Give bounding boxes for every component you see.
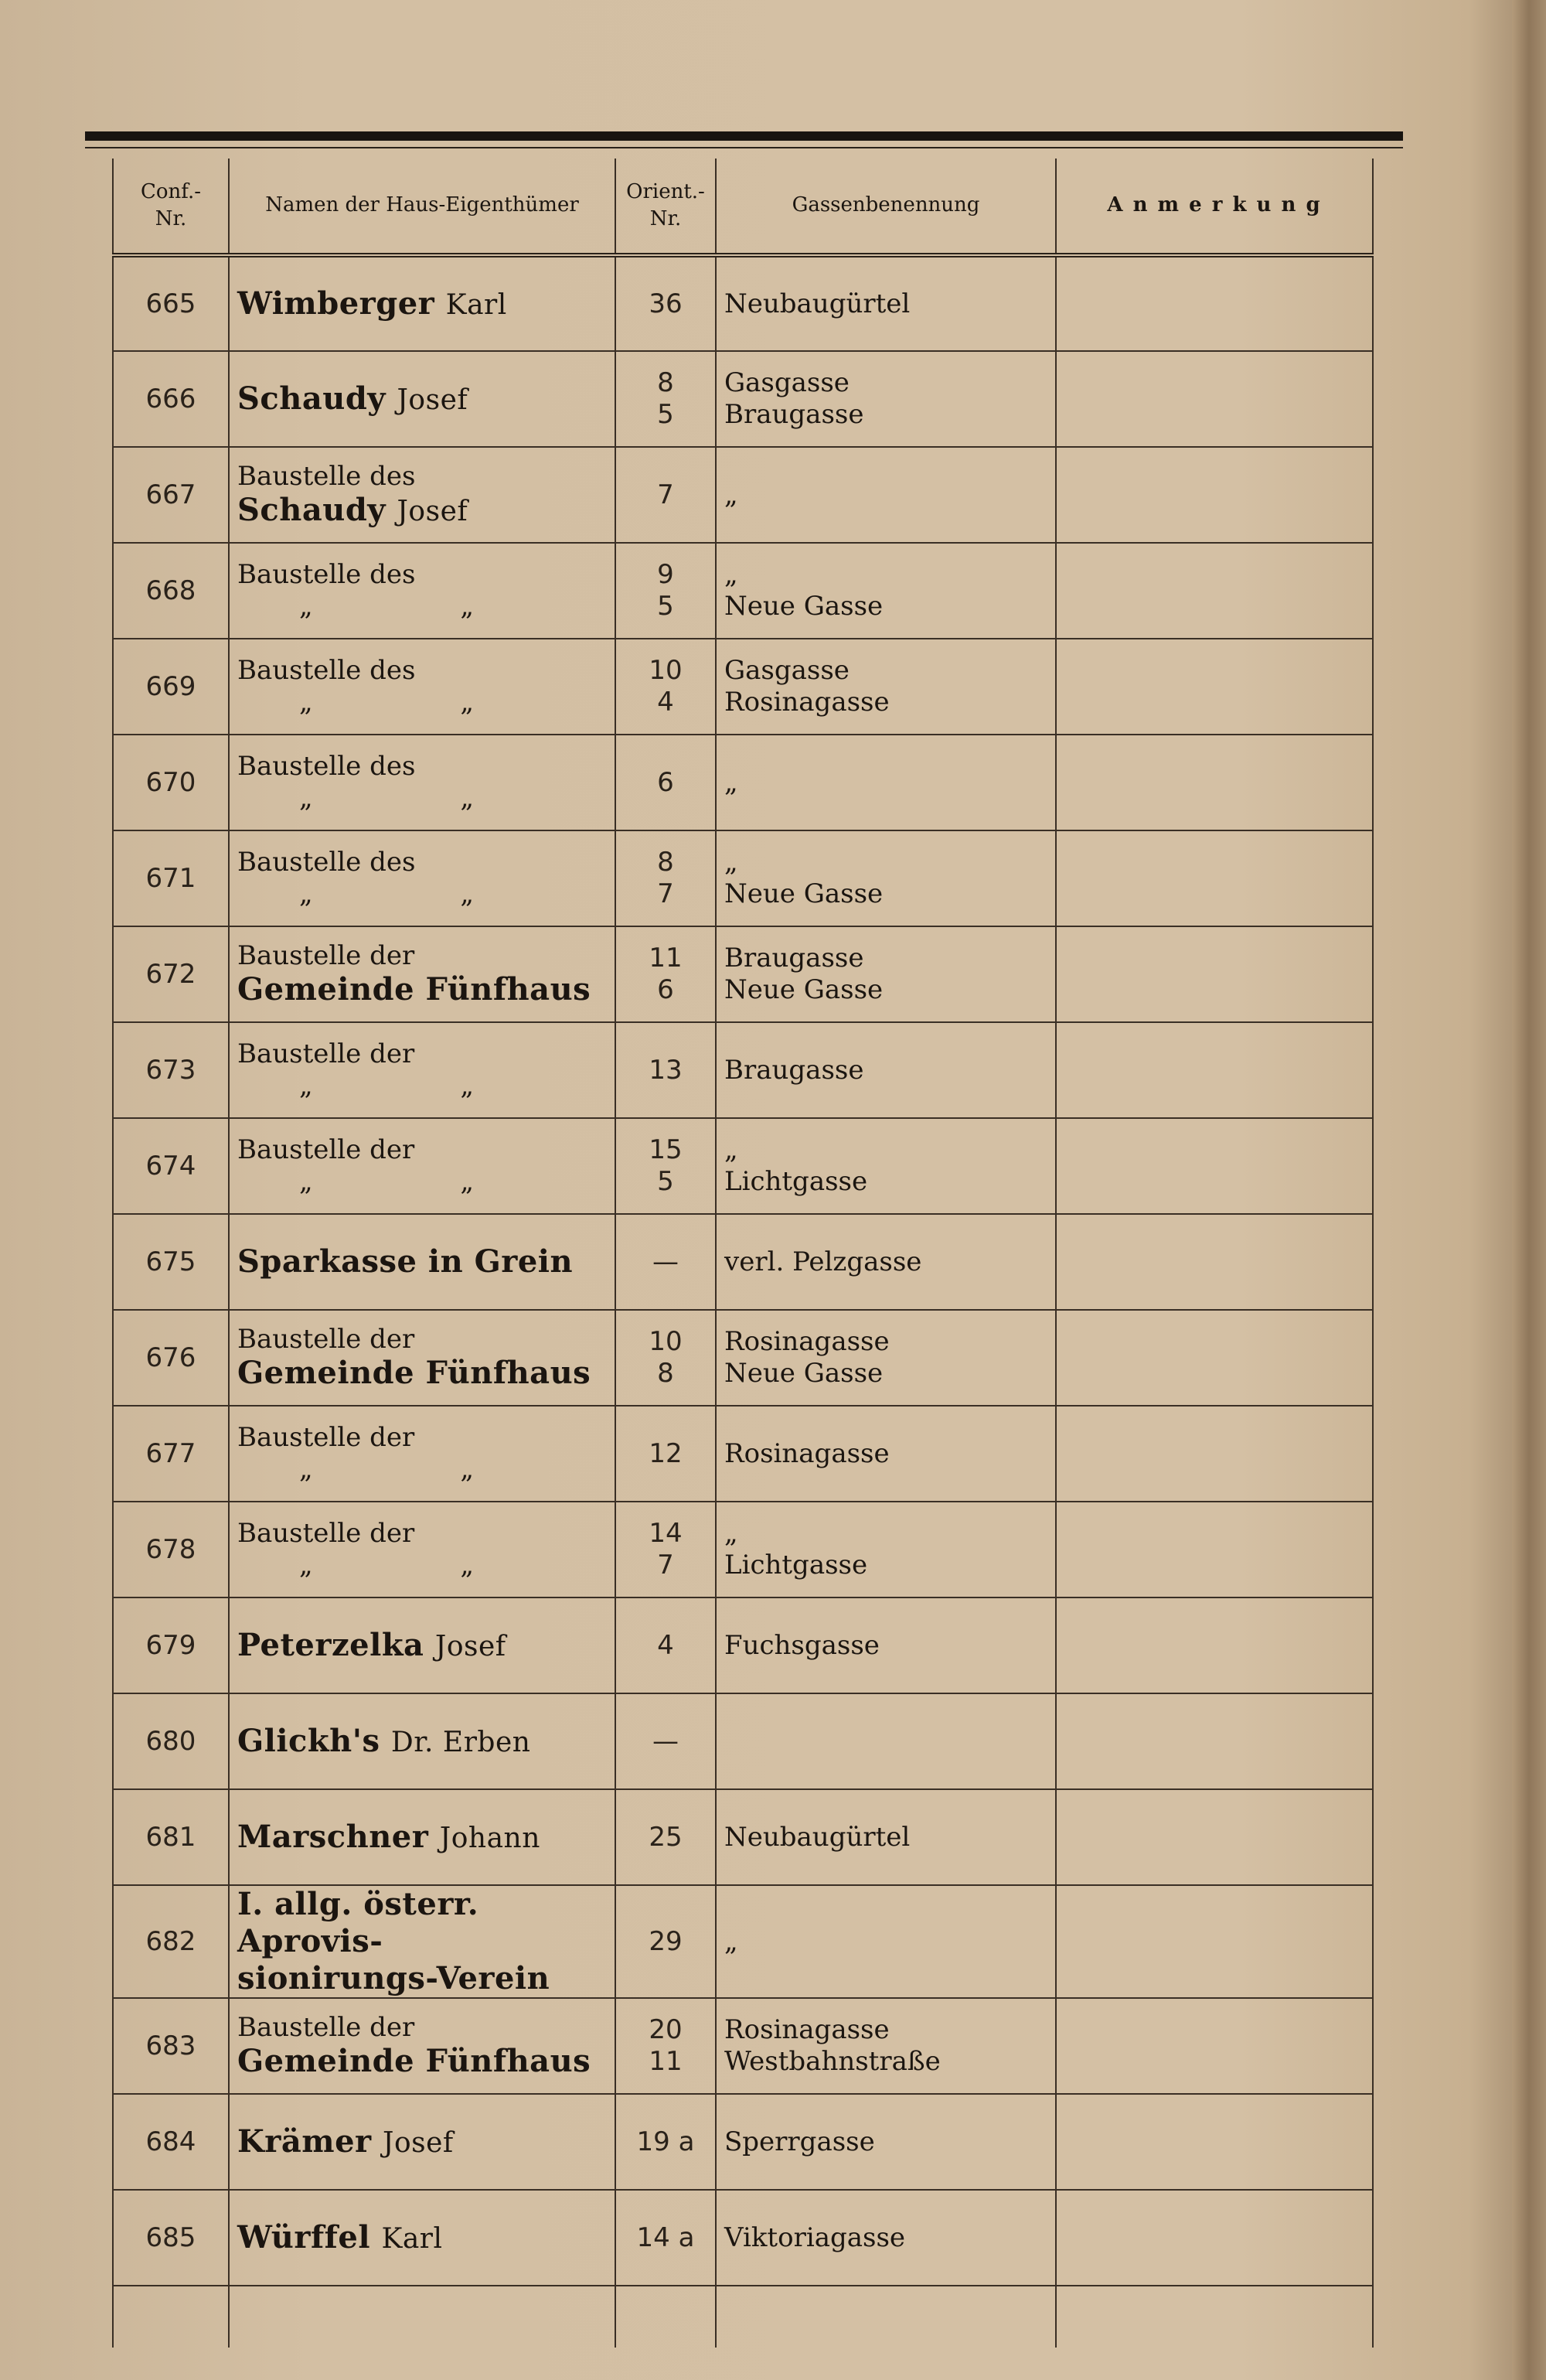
orient-nr-cell (615, 1214, 716, 1310)
owner-name-main (237, 2219, 607, 2256)
ditto-mark: „ „ (299, 1070, 544, 1101)
conf-nr-cell: 684 (113, 2094, 229, 2190)
owner-name-main (237, 380, 607, 418)
orient-nr-value: 20 (649, 2014, 683, 2046)
street-name-value: Fuchsgasse (724, 1629, 880, 1661)
owner-name-cell (229, 1693, 615, 1789)
orient-nr-value: 5 (657, 1166, 674, 1197)
orient-nr-value: 10 (649, 655, 683, 687)
remark-cell (1056, 1885, 1373, 1998)
owner-name-cell (229, 351, 615, 447)
orient-nr-value: 11 (649, 2046, 683, 2077)
header-remark: A n m e r k u n g (1056, 159, 1373, 255)
street-name-value: Westbahnstraße (724, 2046, 941, 2077)
orient-nr-cell (615, 1310, 716, 1406)
orient-nr-cell (615, 1885, 716, 1998)
page-edge (1512, 0, 1546, 2380)
owner-name-main (237, 1355, 607, 1392)
street-name-value: Rosinagasse (724, 1326, 890, 1358)
owner-name-main-text: Gemeinde Fünfhaus (237, 971, 591, 1008)
orient-nr-cell (615, 255, 716, 351)
table-row (113, 1214, 1373, 1310)
owner-name-cell (229, 1406, 615, 1502)
owner-name-cell (229, 1022, 615, 1118)
remark-cell (1056, 1693, 1373, 1789)
empty-cell (1056, 2286, 1373, 2348)
conf-nr-cell: 685 (113, 2190, 229, 2286)
owner-name-tail: Josef (434, 1631, 506, 1662)
owner-name-cell (229, 1789, 615, 1885)
top-rule (85, 131, 1403, 141)
street-name-cell (716, 255, 1056, 351)
street-name-cell (716, 1214, 1056, 1310)
owner-name-prefix: Baustelle der (237, 939, 415, 971)
street-name-cell (716, 351, 1056, 447)
owner-name-tail: Karl (445, 289, 507, 321)
street-name-cell (716, 1118, 1056, 1214)
orient-nr-value: 12 (649, 1437, 683, 1469)
ditto-mark: „ „ (299, 1166, 544, 1197)
owner-name-cell (229, 830, 615, 926)
ditto-mark: „ „ (299, 1454, 544, 1485)
remark-cell (1056, 2190, 1373, 2286)
owner-name-main (237, 1627, 607, 1664)
owner-name-cell (229, 1998, 615, 2094)
street-name-cell (716, 926, 1056, 1022)
ledger-body (113, 255, 1373, 2348)
header-orient-nr: Orient.- Nr. (615, 159, 716, 255)
street-name-cell (716, 1789, 1056, 1885)
table-row (113, 2094, 1373, 2190)
street-name-value: Gasgasse (724, 367, 850, 399)
remark-cell (1056, 1597, 1373, 1693)
conf-nr-cell: 667 (113, 447, 229, 543)
table-row (113, 1502, 1373, 1597)
owner-name-main-text: Sparkasse in Grein (237, 1243, 574, 1280)
owner-name-cell (229, 255, 615, 351)
remark-cell (1056, 735, 1373, 830)
conf-nr-cell: 676 (113, 1310, 229, 1406)
header-owner-names: Namen der Haus-Eigenthümer (229, 159, 615, 255)
orient-nr-value: 29 (649, 1925, 683, 1957)
orient-nr-cell (615, 1789, 716, 1885)
owner-name-prefix: Baustelle des (237, 847, 416, 878)
orient-nr-cell (615, 447, 716, 543)
street-name-cell (716, 2094, 1056, 2190)
conf-nr-cell: 669 (113, 639, 229, 735)
owner-name-prefix: Baustelle der (237, 1134, 415, 1166)
table-row (113, 1118, 1373, 1214)
orient-nr-value: 4 (657, 687, 674, 718)
street-name-cell (716, 639, 1056, 735)
street-name-value: Braugasse (724, 399, 864, 430)
table-row (113, 543, 1373, 639)
house-owner-register-table (112, 159, 1374, 2348)
ditto-mark: „ „ (299, 783, 544, 813)
remark-cell (1056, 447, 1373, 543)
remark-cell (1056, 1502, 1373, 1597)
owner-name-prefix: Baustelle der (237, 1518, 415, 1550)
table-row (113, 926, 1373, 1022)
orient-nr-cell (615, 543, 716, 639)
orient-nr-value: 7 (657, 878, 674, 909)
table-row (113, 2190, 1373, 2286)
ditto-mark: „ „ (299, 591, 544, 622)
remark-cell (1056, 1998, 1373, 2094)
remark-cell (1056, 1118, 1373, 1214)
orient-nr-value: 14 a (636, 2221, 695, 2253)
empty-row (113, 2286, 1373, 2348)
ditto-mark: „ „ (299, 878, 544, 909)
orient-nr-value: 8 (657, 367, 674, 399)
orient-nr-value: 19 a (636, 2126, 695, 2157)
table-row (113, 1693, 1373, 1789)
table-row (113, 1885, 1373, 1998)
empty-cell (229, 2286, 615, 2348)
owner-name-main (237, 492, 607, 529)
owner-name-main (237, 1819, 607, 1856)
orient-nr-value: — (652, 1725, 679, 1757)
table-row (113, 735, 1373, 830)
remark-cell (1056, 1310, 1373, 1406)
owner-name-prefix: Baustelle der (237, 1422, 415, 1454)
street-name-cell (716, 830, 1056, 926)
orient-nr-value: 9 (657, 559, 674, 591)
owner-name-prefix: Baustelle des (237, 751, 416, 783)
orient-nr-cell (615, 1693, 716, 1789)
owner-name-main-text: Gemeinde Fünfhaus (237, 2043, 591, 2080)
owner-name-main-text: Würffel (237, 2219, 371, 2256)
street-name-value: Lichtgasse (724, 1166, 868, 1197)
owner-name-main-text: Marschner (237, 1819, 429, 1855)
conf-nr-cell: 673 (113, 1022, 229, 1118)
street-name-value: „ (724, 1925, 738, 1957)
owner-name-main-text: Schaudy (237, 492, 386, 529)
remark-cell (1056, 351, 1373, 447)
owner-name-cell (229, 1118, 615, 1214)
orient-nr-cell (615, 1502, 716, 1597)
header-conf-nr: Conf.- Nr. (113, 159, 229, 255)
remark-cell (1056, 1214, 1373, 1310)
orient-nr-cell (615, 2190, 716, 2286)
orient-nr-cell (615, 351, 716, 447)
orient-nr-value: — (652, 1246, 679, 1277)
owner-name-cell (229, 1885, 615, 1998)
orient-nr-value: 10 (649, 1326, 683, 1358)
table-row (113, 1022, 1373, 1118)
owner-name-prefix: Baustelle des (237, 460, 416, 492)
conf-nr-cell: 665 (113, 255, 229, 351)
street-name-value: „ (724, 559, 738, 591)
owner-name-prefix: Baustelle des (237, 559, 416, 591)
street-name-value: Neue Gasse (724, 591, 884, 622)
conf-nr-cell: 675 (113, 1214, 229, 1310)
orient-nr-value: 7 (657, 479, 674, 510)
conf-nr-cell: 670 (113, 735, 229, 830)
street-name-value: „ (724, 766, 738, 798)
owner-name-cell (229, 2190, 615, 2286)
owner-name-main-text: Schaudy (237, 380, 386, 417)
owner-name-cell (229, 926, 615, 1022)
owner-name-main (237, 2123, 607, 2160)
owner-name-prefix: Baustelle der (237, 1323, 415, 1355)
owner-name-cell (229, 639, 615, 735)
orient-nr-cell (615, 926, 716, 1022)
remark-cell (1056, 1406, 1373, 1502)
conf-nr-cell: 668 (113, 543, 229, 639)
orient-nr-value: 7 (657, 1550, 674, 1580)
remark-cell (1056, 926, 1373, 1022)
owner-name-main-text: Peterzelka (237, 1627, 424, 1663)
table-row (113, 830, 1373, 926)
orient-nr-value: 5 (657, 591, 674, 622)
street-name-value: „ (724, 479, 738, 510)
owner-name-main-text: Glickh's (237, 1723, 380, 1759)
orient-nr-value: 5 (657, 399, 674, 430)
owner-name-main (237, 1723, 607, 1760)
ditto-mark: „ „ (299, 687, 544, 718)
street-name-value: „ (724, 847, 738, 878)
orient-nr-value: 6 (657, 766, 674, 798)
orient-nr-value: 15 (649, 1134, 683, 1166)
table-row (113, 351, 1373, 447)
remark-cell (1056, 1022, 1373, 1118)
street-name-value: Viktoriagasse (724, 2221, 906, 2253)
owner-name-tail: Johann (439, 1823, 540, 1854)
orient-nr-value: 6 (657, 974, 674, 1005)
empty-cell (615, 2286, 716, 2348)
street-name-cell (716, 735, 1056, 830)
conf-nr-cell: 666 (113, 351, 229, 447)
street-name-value: „ (724, 1134, 738, 1166)
top-rule-thin (85, 147, 1403, 148)
table-row (113, 1406, 1373, 1502)
table-row (113, 639, 1373, 735)
remark-cell (1056, 830, 1373, 926)
street-name-cell (716, 1998, 1056, 2094)
owner-name-tail: Josef (397, 496, 468, 528)
orient-nr-value: 4 (657, 1629, 674, 1661)
street-name-value: Neue Gasse (724, 1358, 884, 1389)
conf-nr-cell: 679 (113, 1597, 229, 1693)
remark-cell (1056, 1789, 1373, 1885)
street-name-cell (716, 1406, 1056, 1502)
street-name-cell (716, 1310, 1056, 1406)
street-name-value: Rosinagasse (724, 2014, 890, 2046)
header-row (113, 159, 1373, 255)
owner-name-main-continued: sionirungs-Verein (237, 1960, 550, 1996)
conf-nr-cell: 672 (113, 926, 229, 1022)
orient-nr-cell (615, 735, 716, 830)
table-row (113, 1998, 1373, 2094)
street-name-value: Lichtgasse (724, 1550, 868, 1580)
owner-name-cell (229, 735, 615, 830)
street-name-value: „ (724, 1518, 738, 1550)
owner-name-main-text: Gemeinde Fünfhaus (237, 1355, 591, 1392)
orient-nr-cell (615, 1118, 716, 1214)
orient-nr-cell (615, 1406, 716, 1502)
owner-name-main (237, 1243, 607, 1280)
street-name-cell (716, 1885, 1056, 1998)
owner-name-cell (229, 1310, 615, 1406)
remark-cell (1056, 255, 1373, 351)
orient-nr-value: 8 (657, 1358, 674, 1389)
owner-name-prefix: Baustelle des (237, 655, 416, 687)
owner-name-cell (229, 1214, 615, 1310)
street-name-cell (716, 1693, 1056, 1789)
owner-name-tail: Josef (383, 2127, 454, 2159)
street-name-value: Rosinagasse (724, 1437, 890, 1469)
orient-nr-cell (615, 830, 716, 926)
owner-name-prefix: Baustelle der (237, 1038, 415, 1070)
orient-nr-cell (615, 2094, 716, 2190)
owner-name-main (237, 1886, 607, 1960)
street-name-value: Neubaugürtel (724, 1821, 911, 1853)
street-name-cell (716, 1022, 1056, 1118)
conf-nr-cell: 682 (113, 1885, 229, 1998)
owner-name-main (237, 2043, 607, 2080)
owner-name-main-text: Krämer (237, 2123, 372, 2160)
owner-name-cell (229, 543, 615, 639)
empty-cell (113, 2286, 229, 2348)
owner-name-main (237, 971, 607, 1008)
street-name-value: Gasgasse (724, 655, 850, 687)
orient-nr-value: 36 (649, 288, 683, 319)
street-name-value: Neue Gasse (724, 974, 884, 1005)
orient-nr-cell (615, 639, 716, 735)
orient-nr-cell (615, 1998, 716, 2094)
header-street-name: Gassenbenennung (716, 159, 1056, 255)
conf-nr-cell: 671 (113, 830, 229, 926)
owner-name-prefix: Baustelle der (237, 2011, 415, 2043)
owner-name-main (237, 285, 607, 322)
conf-nr-cell: 683 (113, 1998, 229, 2094)
remark-cell (1056, 543, 1373, 639)
table-row (113, 255, 1373, 351)
orient-nr-value: 8 (657, 847, 674, 878)
street-name-value: Neue Gasse (724, 878, 884, 909)
orient-nr-value: 14 (649, 1518, 683, 1550)
owner-name-tail: Karl (381, 2223, 443, 2255)
conf-nr-cell: 674 (113, 1118, 229, 1214)
street-name-value: Braugasse (724, 1054, 864, 1086)
conf-nr-cell: 681 (113, 1789, 229, 1885)
owner-name-cell (229, 447, 615, 543)
owner-name-cell (229, 1597, 615, 1693)
street-name-cell (716, 543, 1056, 639)
conf-nr-cell: 678 (113, 1502, 229, 1597)
owner-name-cell (229, 1502, 615, 1597)
table-row (113, 447, 1373, 543)
street-name-value: Neubaugürtel (724, 288, 911, 319)
street-name-value: verl. Pelzgasse (724, 1246, 922, 1277)
table-row (113, 1789, 1373, 1885)
street-name-cell (716, 2190, 1056, 2286)
table-row (113, 1310, 1373, 1406)
orient-nr-cell (615, 1022, 716, 1118)
orient-nr-value: 11 (649, 943, 683, 974)
remark-cell (1056, 639, 1373, 735)
table-row (113, 1597, 1373, 1693)
owner-name-tail: Josef (397, 384, 468, 416)
remark-cell (1056, 2094, 1373, 2190)
street-name-value: Rosinagasse (724, 687, 890, 718)
owner-name-main-text: I. allg. österr. Aprovis- (237, 1886, 479, 1959)
empty-cell (716, 2286, 1056, 2348)
conf-nr-cell: 677 (113, 1406, 229, 1502)
owner-name-cell (229, 2094, 615, 2190)
street-name-cell (716, 1502, 1056, 1597)
orient-nr-value: 13 (649, 1054, 683, 1086)
conf-nr-cell: 680 (113, 1693, 229, 1789)
orient-nr-cell (615, 1597, 716, 1693)
owner-name-tail: Dr. Erben (390, 1727, 531, 1758)
street-name-cell (716, 447, 1056, 543)
street-name-value: Sperrgasse (724, 2126, 875, 2157)
ditto-mark: „ „ (299, 1550, 544, 1580)
street-name-value: Braugasse (724, 943, 864, 974)
orient-nr-value: 25 (649, 1821, 683, 1853)
owner-name-main-text: Wimberger (237, 285, 435, 322)
street-name-cell (716, 1597, 1056, 1693)
